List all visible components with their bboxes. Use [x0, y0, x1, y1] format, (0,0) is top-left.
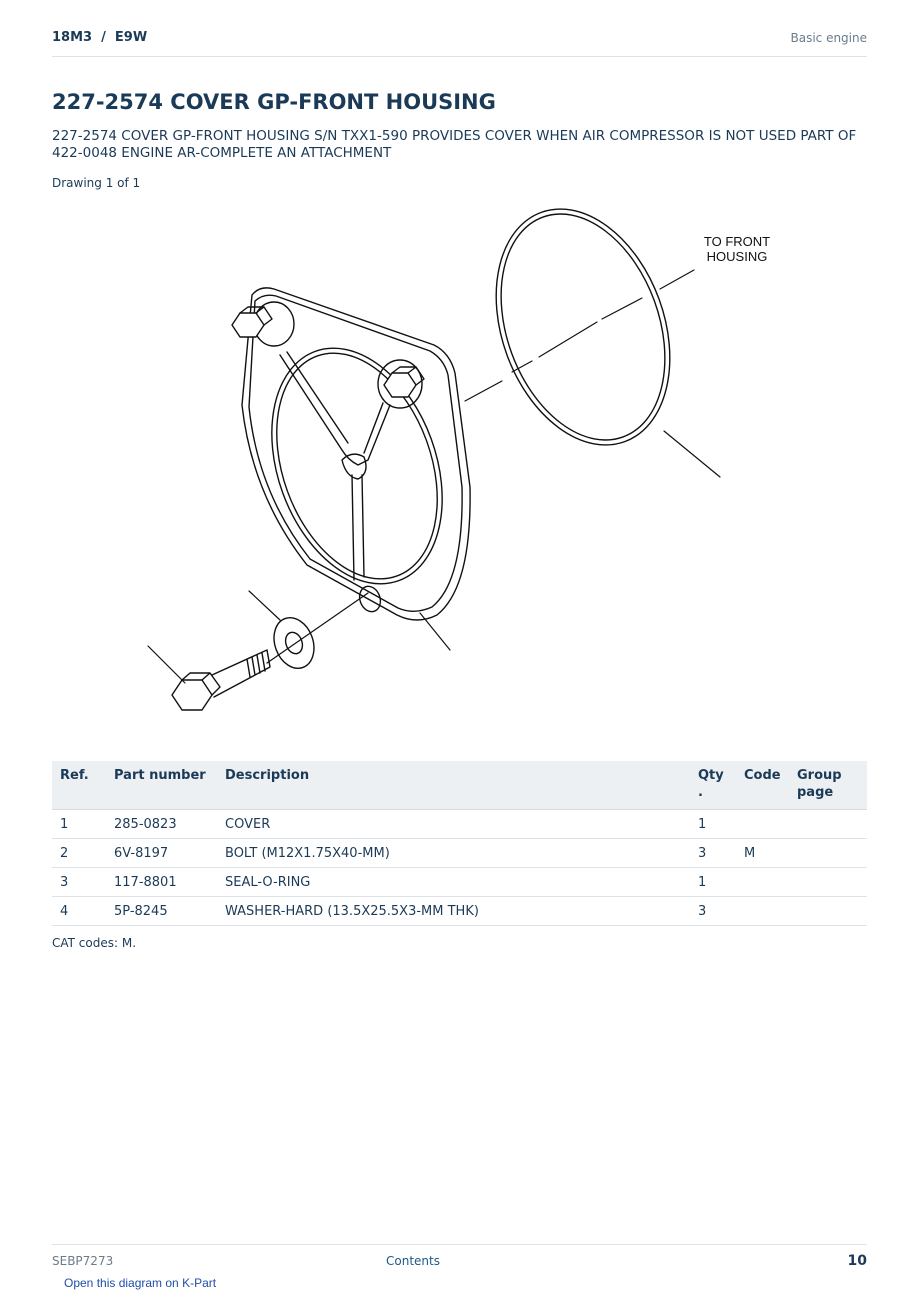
- parts-table-head: [52, 761, 867, 810]
- contents-link[interactable]: Contents: [386, 1254, 440, 1268]
- washer-drawing: [267, 612, 320, 674]
- cell-ref: 4: [52, 897, 106, 926]
- document-id: SEBP7273: [52, 1254, 114, 1268]
- part-description: 227-2574 COVER GP-FRONT HOUSING S/N TXX1-590 PROVIDES COVER WHEN AIR COMPRESSOR IS NOT USED PART OF 422-0048 ENGINE AR-COMPLETE AN ATTACHMENT: [52, 128, 857, 161]
- group-header-line-1: Group: [797, 768, 842, 783]
- cell-group-page: [789, 897, 867, 926]
- cell-part-number: 117-8801: [106, 868, 217, 897]
- cell-code: [736, 897, 789, 926]
- cat-codes-note: CAT codes: M.: [52, 936, 137, 950]
- table-row: [52, 868, 867, 897]
- bolt-heads-drawing: [232, 307, 424, 397]
- page-number: 10: [847, 1253, 867, 1269]
- breadcrumb: 18M3 / E9W: [52, 30, 148, 45]
- diagram-svg: [52, 195, 867, 750]
- cell-part-number: 6V-8197: [106, 839, 217, 868]
- cell-ref: 3: [52, 868, 106, 897]
- page-header: [52, 28, 867, 57]
- cell-description: SEAL-O-RING: [217, 868, 690, 897]
- qty-header-line-1: Qty: [698, 768, 724, 783]
- cell-group-page: [789, 810, 867, 839]
- cell-part-number: 5P-8245: [106, 897, 217, 926]
- col-header-group-page: [789, 761, 867, 810]
- cell-description: COVER: [217, 810, 690, 839]
- cell-qty: 1: [690, 810, 736, 839]
- cell-group-page: [789, 839, 867, 868]
- col-header-description: Description: [217, 761, 690, 810]
- cell-part-number: 285-0823: [106, 810, 217, 839]
- cover-plate-drawing: [241, 288, 473, 620]
- leader-lines: [148, 270, 720, 683]
- exploded-parts-diagram: [52, 195, 867, 750]
- bolt-drawing: [172, 650, 270, 710]
- cell-ref: 1: [52, 810, 106, 839]
- cell-code: [736, 868, 789, 897]
- col-header-code: Code: [736, 761, 789, 810]
- callout-text-line-1: TO FRONT: [703, 234, 771, 249]
- group-header-line-2: page: [797, 785, 834, 800]
- col-header-ref: Ref.: [52, 761, 106, 810]
- table-row: [52, 810, 867, 839]
- cell-qty: 1: [690, 868, 736, 897]
- section-name: Basic engine: [790, 31, 867, 45]
- open-kpart-link[interactable]: Open this diagram on K-Part: [64, 1276, 217, 1290]
- o-ring-drawing: [465, 195, 701, 469]
- parts-table-body: [52, 810, 867, 926]
- cell-description: BOLT (M12X1.75X40-MM): [217, 839, 690, 868]
- cell-code: M: [736, 839, 789, 868]
- cell-qty: 3: [690, 839, 736, 868]
- page-title: 227-2574 COVER GP-FRONT HOUSING: [52, 90, 496, 114]
- cell-ref: 2: [52, 839, 106, 868]
- cell-qty: 3: [690, 897, 736, 926]
- drawing-label: Drawing 1 of 1: [52, 176, 141, 190]
- cell-code: [736, 810, 789, 839]
- callout-text-line-2: HOUSING: [706, 249, 768, 264]
- parts-table: [52, 761, 867, 926]
- table-row: [52, 897, 867, 926]
- table-row: [52, 839, 867, 868]
- qty-header-line-2: .: [698, 785, 703, 800]
- cell-description: WASHER-HARD (13.5X25.5X3-MM THK): [217, 897, 690, 926]
- col-header-qty: [690, 761, 736, 810]
- col-header-part-number: Part number: [106, 761, 217, 810]
- table-header-row: [52, 761, 867, 810]
- cell-group-page: [789, 868, 867, 897]
